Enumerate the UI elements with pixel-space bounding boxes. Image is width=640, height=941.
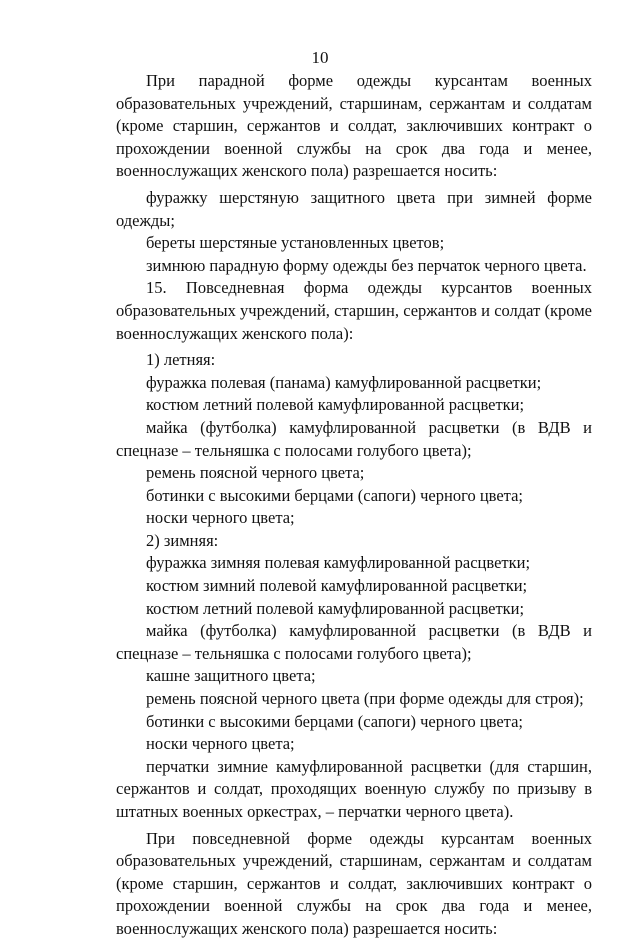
paragraph-item: береты шерстяные установленных цветов; [146,233,445,253]
paragraph-item: кашне защитного цвета; [146,666,316,686]
paragraph-item: носки черного цвета; [146,508,295,528]
paragraph-item: фуражка зимняя полевая камуфлированной расцветки; [146,553,531,573]
paragraph-section-15: 15. Повседневная форма одежды курсантов военных образовательных учреждений, старшин, сержантов и солдат (кроме военнослужащих женского пола): [116,278,592,343]
paragraph-parade-uniform-permissions: При парадной форме одежды курсантам военных образовательных учреждений, старшинам, сержантам и солдатам (кроме старшин, сержантов и солдат, заключивших контракт о прохождении военной службы на срок два года и менее, военнослужащих женского пола) разрешается носить: [116,71,592,181]
paragraph-item: ремень поясной черного цвета; [146,463,365,483]
paragraph-item: костюм летний полевой камуфлированной расцветки; [146,598,525,618]
paragraph-item: фуражка полевая (панама) камуфлированной расцветки; [146,372,542,392]
subsection-summer-heading: 1) летняя: [146,350,216,370]
subsection-winter-heading: 2) зимняя: [146,530,219,550]
page-number: 10 [311,48,329,67]
paragraph-everyday-uniform-permissions: При повседневной форме одежды курсантам военных образовательных учреждений, старшинам, сержантам и солдатам (кроме старшин, сержантов и солдат, заключивших контракт о прохождении военной службы на срок два года и менее, военнослужащих женского пола) разрешается носить: [116,828,592,938]
paragraph-item: зимнюю парадную форму одежды без перчаток черного цвета. [146,255,587,275]
paragraph-item: костюм летний полевой камуфлированной расцветки; [146,395,525,415]
paragraph-item: фуражку шерстяную защитного цвета при зимней форме одежды; [116,187,592,230]
paragraph-item: майка (футболка) камуфлированной расцветки (в ВДВ и спецназе – тельняшка с полосами голубого цвета); [116,621,592,663]
paragraph-item: ботинки с высокими берцами (сапоги) черного цвета; [146,711,523,731]
paragraph-item: ботинки с высокими берцами (сапоги) черного цвета; [146,485,523,505]
paragraph-item: костюм зимний полевой камуфлированной расцветки; [146,576,528,596]
paragraph-item: майка (футболка) камуфлированной расцветки (в ВДВ и спецназе – тельняшка с полосами голубого цвета); [116,417,592,460]
document-body [116,70,592,941]
paragraph-item: перчатки зимние камуфлированной расцветки (для старшин, сержантов и солдат, проходящих военную службу по призыву в штатных военных оркестрах, – перчатки черного цвета). [116,756,592,821]
paragraph-item: носки черного цвета; [146,734,295,754]
paragraph-item: ремень поясной черного цвета (при форме одежды для строя); [146,689,584,709]
